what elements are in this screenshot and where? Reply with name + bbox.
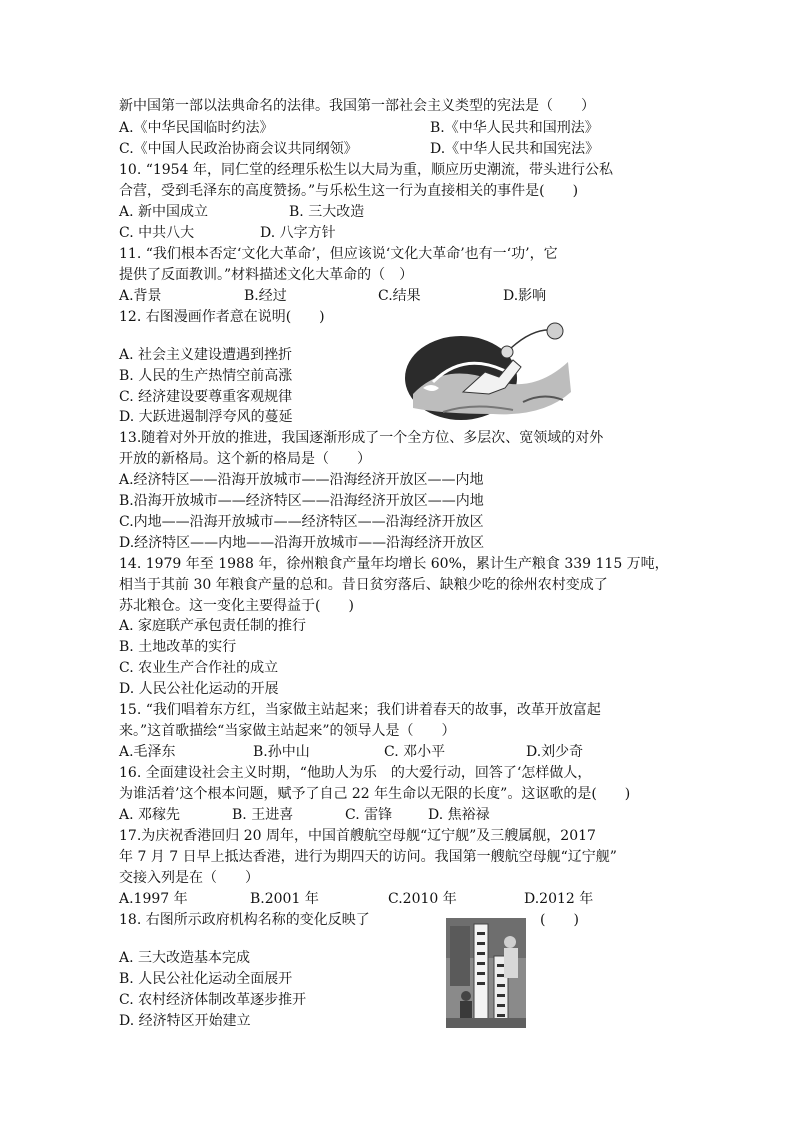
q14-option-a: A. 家庭联产承包责任制的推行: [119, 618, 307, 634]
q13-option-d: D.经济特区——内地——沿海开放城市——沿海经济开放区: [119, 535, 485, 551]
q17-stem-line2: 年 7 月 7 日早上抵达香港，进行为期四天的访问。我国第一艘航空母舰“辽宁舰”: [119, 849, 617, 865]
q9-option-d: D.《中华人民共和国宪法》: [430, 141, 600, 157]
q15-option-b: B.孙中山: [253, 744, 310, 760]
q9-option-a: A.《中华民国临时约法》: [119, 120, 274, 136]
q13-option-c: C.内地——沿海开放城市——经济特区——沿海经济开放区: [119, 514, 484, 530]
q17-option-c: C.2010 年: [388, 891, 457, 907]
q10-option-b: B. 三大改造: [289, 204, 365, 220]
q15-option-c: C. 邓小平: [384, 744, 446, 760]
q15-stem-line2: 来。”这首歌描绘“当家做主站起来”的领导人是（ ）: [119, 723, 456, 739]
q17-stem-line1: 17.为庆祝香港回归 20 周年，中国首艘航空母舰“辽宁舰”及三艘属舰，2017: [119, 828, 596, 844]
q13-stem-line2: 开放的新格局。这个新的格局是（ ）: [119, 451, 371, 467]
q9-option-c: C.《中国人民政治协商会议共同纲领》: [119, 141, 358, 157]
q12-option-a: A. 社会主义建设遭遇到挫折: [119, 347, 293, 363]
q11-option-a: A.背景: [119, 288, 162, 304]
q14-stem-line3: 苏北粮仓。这一变化主要得益于( ): [119, 598, 354, 614]
q11-option-d: D.影响: [503, 288, 547, 304]
government-signboard-photo: [446, 918, 526, 1028]
q11-option-b: B.经过: [244, 288, 287, 304]
q14-stem-line1: 14. 1979 年至 1988 年，徐州粮食产量年均增长 60%，累计生产粮食 339 115 万吨，: [119, 556, 669, 572]
q14-option-d: D. 人民公社化运动的开展: [119, 681, 279, 697]
q14-stem-line2: 相当于其前 30 年粮食产量的总和。昔日贫穷落后、缺粮少吃的徐州农村变成了: [119, 577, 608, 593]
q10-option-d: D. 八字方针: [260, 225, 336, 241]
q16-option-b: B. 王进喜: [232, 807, 294, 823]
q16-option-a: A. 邓稼先: [119, 807, 181, 823]
q13-option-b: B.沿海开放城市——经济特区——沿海经济开放区——内地: [119, 493, 484, 509]
q12-stem: 12. 右图漫画作者意在说明( ): [119, 309, 325, 325]
q18-option-a: A. 三大改造基本完成: [119, 950, 251, 966]
great-leap-cartoon-image: [403, 322, 575, 422]
q11-stem-line2: 提供了反面教训。”材料描述文化大革命的（ ）: [119, 267, 414, 283]
q10-stem-line1: 10. “1954 年，同仁堂的经理乐松生以大局为重，顺应历史潮流，带头进行公私: [119, 162, 613, 178]
q18-answer-paren: ( ): [540, 912, 579, 928]
q12-option-c: C. 经济建设要尊重客观规律: [119, 389, 293, 405]
q18-option-c: C. 农村经济体制改革逐步推开: [119, 992, 307, 1008]
q18-option-d: D. 经济特区开始建立: [119, 1013, 251, 1029]
q16-option-d: D. 焦裕禄: [428, 807, 490, 823]
q17-option-b: B.2001 年: [250, 891, 319, 907]
q9-option-b: B.《中华人民共和国刑法》: [430, 120, 599, 136]
q14-option-c: C. 农业生产合作社的成立: [119, 660, 279, 676]
q16-option-c: C. 雷锋: [345, 807, 393, 823]
q13-stem-line1: 13.随着对外开放的推进，我国逐渐形成了一个全方位、多层次、宽领域的对外: [119, 430, 604, 446]
q17-option-d: D.2012 年: [524, 891, 594, 907]
q15-option-a: A.毛泽东: [119, 744, 176, 760]
q16-stem-line1: 16. 全面建设社会主义时期，“他助人为乐 的大爱行动，回答了‘怎样做人，: [119, 765, 592, 781]
q18-stem: 18. 右图所示政府机构名称的变化反映了: [119, 912, 370, 928]
q10-option-a: A. 新中国成立: [119, 204, 209, 220]
q10-stem-line2: 合营，受到毛泽东的高度赞扬。”与乐松生这一行为直接相关的事件是( ): [119, 183, 579, 199]
q17-stem-line3: 交接入列是在（ ）: [119, 870, 259, 886]
q12-option-d: D. 大跃进遏制浮夸风的蔓延: [119, 409, 293, 425]
q11-option-c: C.结果: [378, 288, 421, 304]
q16-stem-line2: 为谁活着’这个根本问题，赋予了自己 22 年生命以无限的长度”。这讴歌的是( ): [119, 786, 631, 802]
q9-stem: 新中国第一部以法典命名的法律。我国第一部社会主义类型的宪法是（ ）: [119, 98, 595, 114]
q17-option-a: A.1997 年: [119, 891, 188, 907]
q13-option-a: A.经济特区——沿海开放城市——沿海经济开放区——内地: [119, 472, 484, 488]
q15-stem-line1: 15. “我们唱着东方红，当家做主站起来；我们讲着春天的故事，改革开放富起: [119, 702, 601, 718]
q11-stem-line1: 11. “我们根本否定‘文化大革命’，但应该说‘文化大革命’也有一‘功’，它: [119, 246, 558, 262]
q15-option-d: D.刘少奇: [526, 744, 584, 760]
q10-option-c: C. 中共八大: [119, 225, 195, 241]
q18-option-b: B. 人民公社化运动全面展开: [119, 971, 293, 987]
q14-option-b: B. 土地改革的实行: [119, 639, 237, 655]
q12-option-b: B. 人民的生产热情空前高涨: [119, 368, 293, 384]
